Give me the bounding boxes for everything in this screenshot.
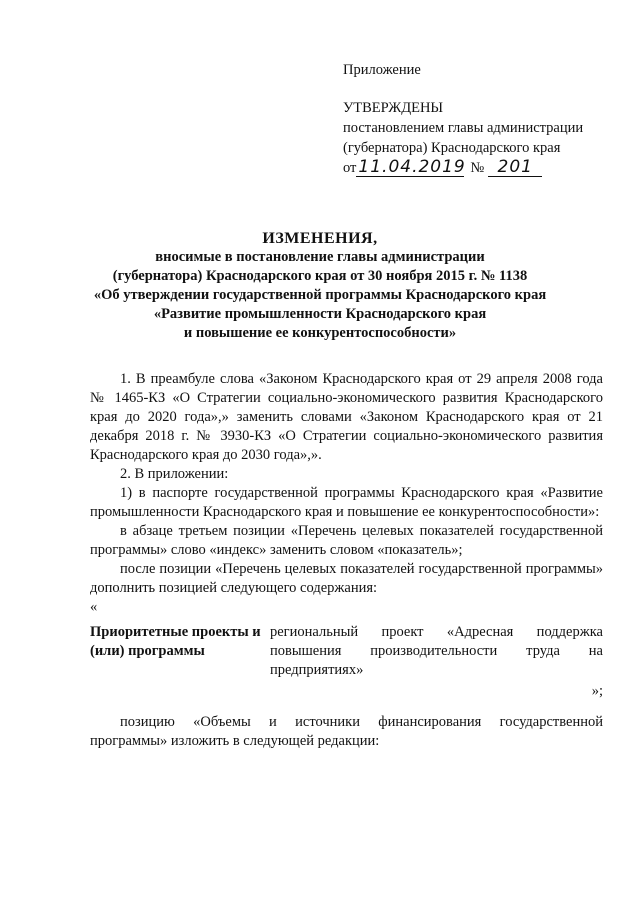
title-main: ИЗМЕНЕНИЯ, (262, 230, 378, 247)
approval-line-2: (губернатора) Краснодарского края (343, 140, 561, 156)
approval-line-1: постановлением главы администрации (343, 120, 584, 136)
paragraph-1: 1. В преамбуле слова «Законом Краснодарского края от 29 апреля 2008 года № 1465-КЗ «О Стратегии социально-экономического развития Краснодарского края до 2020 года»,» заменить словами «Законом Краснодарского края от 21 декабря 2018 г. № 3930-КЗ «О Стратегии социально-экономического развития Краснодарского края до 2030 года»,». (90, 371, 603, 463)
appendix-label: Приложение (343, 62, 421, 78)
title-line-2: (губернатора) Краснодарского края от 30 ноября 2015 г. № 1138 (112, 268, 528, 284)
number-sign: № (470, 160, 485, 176)
paragraph-2: 2. В приложении: (120, 466, 229, 482)
approved-heading: УТВЕРЖДЕНЫ (343, 100, 444, 116)
title-line-4: «Развитие промышленности Краснодарского края (153, 306, 487, 322)
quote-close: »; (591, 683, 603, 699)
paragraph-5: после позиции «Перечень целевых показателей государственной программы» дополнить позицией следующего содержания: (90, 561, 603, 596)
quote-open: « (90, 599, 98, 615)
date-number-line (343, 158, 603, 178)
priority-label: Приоритетные проекты и (или) программы (90, 624, 261, 659)
date-prefix: от (343, 160, 357, 176)
approval-block (343, 60, 603, 178)
handwritten-number: 201 (488, 158, 542, 177)
title-line-3: «Об утверждении государственной программы Краснодарского края (93, 287, 547, 303)
priority-value: региональный проект «Адресная поддержка повышения производительности труда на предприятиях» (270, 624, 603, 678)
paragraph-3: 1) в паспорте государственной программы Краснодарского края «Развитие промышленности Краснодарского края и повышение ее конкурентоспособности»: (90, 485, 603, 520)
document-title (60, 229, 580, 343)
handwritten-date: 11.04.2019 (358, 157, 466, 177)
paragraph-4: в абзаце третьем позиции «Перечень целевых показателей государственной программы» слово «индекс» заменить словом «показатель»; (90, 523, 603, 558)
priority-row (90, 623, 603, 680)
paragraph-6: позицию «Объемы и источники финансирования государственной программы» изложить в следующей редакции: (90, 714, 603, 749)
title-line-5: и повышение ее конкурентоспособности» (183, 325, 457, 341)
document-body (90, 370, 603, 751)
title-line-1: вносимые в постановление главы администрации (155, 249, 485, 265)
